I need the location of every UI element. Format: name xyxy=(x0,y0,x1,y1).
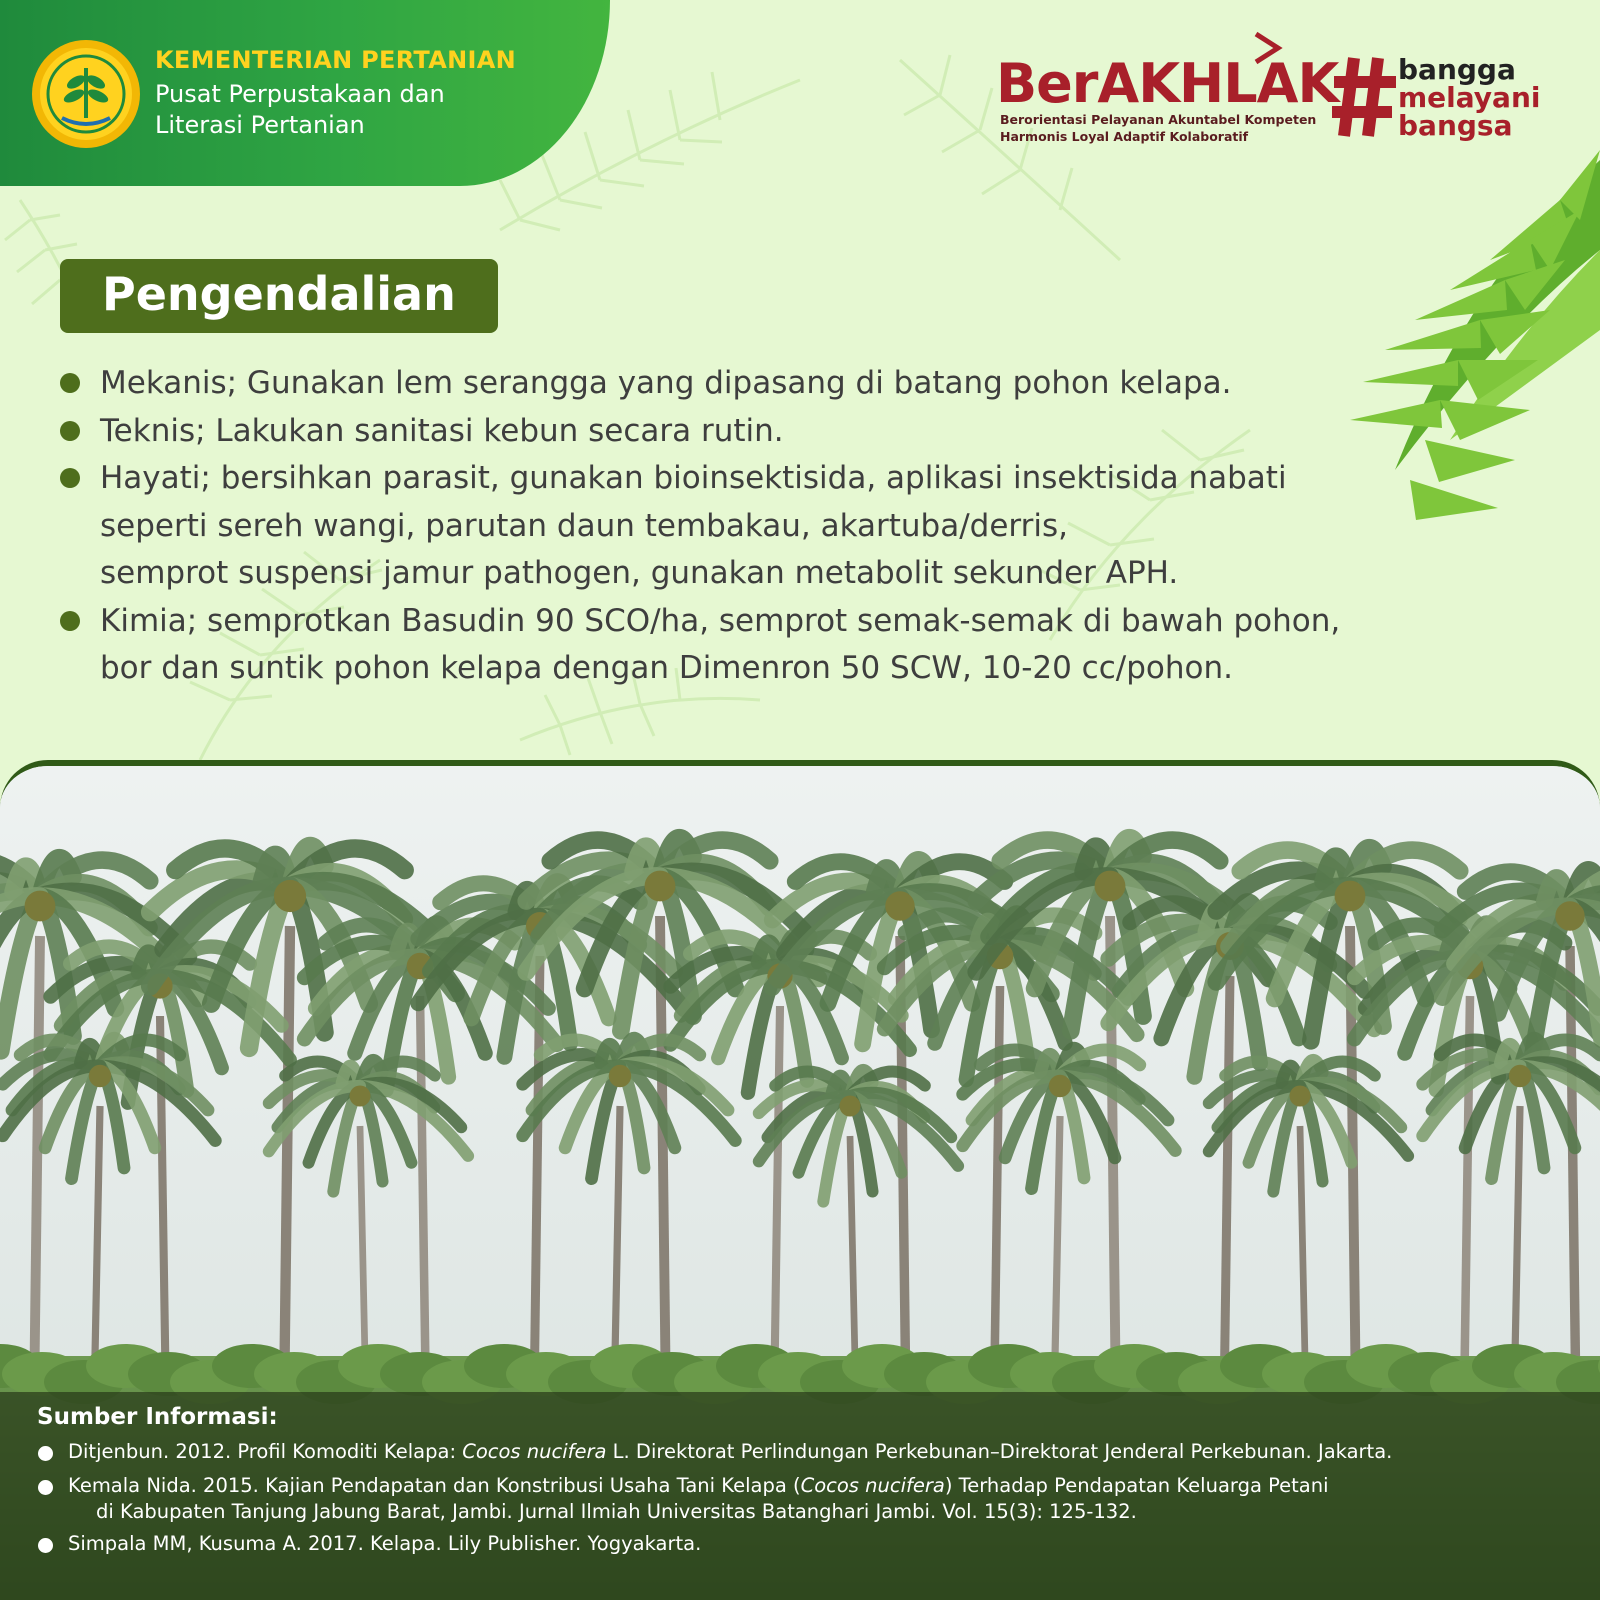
source-item xyxy=(68,1474,1329,1497)
source-item xyxy=(68,1532,701,1555)
list-item-text: Kimia; semprotkan Basudin 90 SCO/ha, semprot semak-semak di bawah pohon, xyxy=(100,602,1341,639)
source-item xyxy=(68,1440,1392,1463)
list-item xyxy=(58,455,1458,598)
list-item xyxy=(58,360,1458,408)
list-item-text: Mekanis; Gunakan lem serangga yang dipasang di batang pohon kelapa. xyxy=(100,365,1232,401)
source-text: Ditjenbun. 2012. Profil Komoditi Kelapa: xyxy=(68,1440,463,1463)
bullet-dot-icon xyxy=(38,1480,53,1495)
source-species: Cocos nucifera xyxy=(462,1440,607,1463)
control-list xyxy=(58,360,1458,693)
berakhlak-wordmark: BerAKHLAK xyxy=(996,52,1339,115)
unit-name-line1: Pusat Perpustakaan dan xyxy=(155,80,445,108)
list-item-text: Teknis; Lakukan sanitasi kebun secara rutin. xyxy=(100,412,784,449)
bullet-dot-icon xyxy=(38,1446,53,1461)
list-item-text: bor dan suntik pohon kelapa dengan Dimenron 50 SCW, 10-20 cc/pohon. xyxy=(100,650,1233,686)
source-text: Kemala Nida. 2015. Kajian Pendapatan dan Konstribusi Usaha Tani Kelapa ( xyxy=(68,1474,801,1497)
bangsa-word: bangsa xyxy=(1398,109,1513,142)
unit-name-line2: Literasi Pertanian xyxy=(155,111,365,139)
bullet-dot-icon xyxy=(60,373,80,393)
bullet-dot-icon xyxy=(38,1538,53,1553)
sources-title: Sumber Informasi: xyxy=(37,1404,278,1430)
berakhlak-tagline-1: Berorientasi Pelayanan Akuntabel Kompeten xyxy=(1000,112,1317,127)
ministry-logo-icon xyxy=(30,38,142,150)
source-species: Cocos nucifera xyxy=(800,1474,945,1497)
source-text: ) Terhadap Pendapatan Keluarga Petani xyxy=(944,1474,1329,1497)
bullet-dot-icon xyxy=(60,611,80,631)
bangga-melayani-bangsa-logo xyxy=(1330,52,1560,162)
list-item-text: seperti sereh wangi, parutan daun tembakau, akartuba/derris, xyxy=(100,507,1068,544)
list-item xyxy=(58,408,1458,456)
ministry-name: KEMENTERIAN PERTANIAN xyxy=(155,46,516,74)
source-text: Simpala MM, Kusuma A. 2017. Kelapa. Lily Publisher. Yogyakarta. xyxy=(68,1532,702,1555)
source-item-continuation: di Kabupaten Tanjung Jabung Barat, Jambi. Jurnal Ilmiah Universitas Batanghari Jambi. Vol. 15(3): 125-132. xyxy=(96,1500,1137,1523)
sources-panel xyxy=(0,1392,1600,1600)
hashtag-icon xyxy=(1330,52,1400,142)
bangga-word: bangga xyxy=(1398,53,1516,86)
melayani-word: melayani xyxy=(1398,81,1541,114)
source-text: L. Direktorat Perlindungan Perkebunan–Direktorat Jenderal Perkebunan. Jakarta. xyxy=(606,1440,1393,1463)
header-badge xyxy=(0,0,610,186)
bullet-dot-icon xyxy=(60,468,80,488)
bullet-dot-icon xyxy=(60,421,80,441)
berakhlak-logo xyxy=(996,30,1339,150)
section-title-box xyxy=(60,259,498,333)
list-item-text: Hayati; bersihkan parasit, gunakan bioinsektisida, aplikasi insektisida nabati xyxy=(100,460,1287,496)
list-item-text: semprot suspensi jamur pathogen, gunakan metabolit sekunder APH. xyxy=(100,555,1179,591)
berakhlak-tagline-2: Harmonis Loyal Adaptif Kolaboratif xyxy=(1000,129,1249,144)
section-title: Pengendalian xyxy=(102,267,456,321)
chevron-right-icon xyxy=(1244,30,1294,80)
list-item xyxy=(58,598,1458,693)
